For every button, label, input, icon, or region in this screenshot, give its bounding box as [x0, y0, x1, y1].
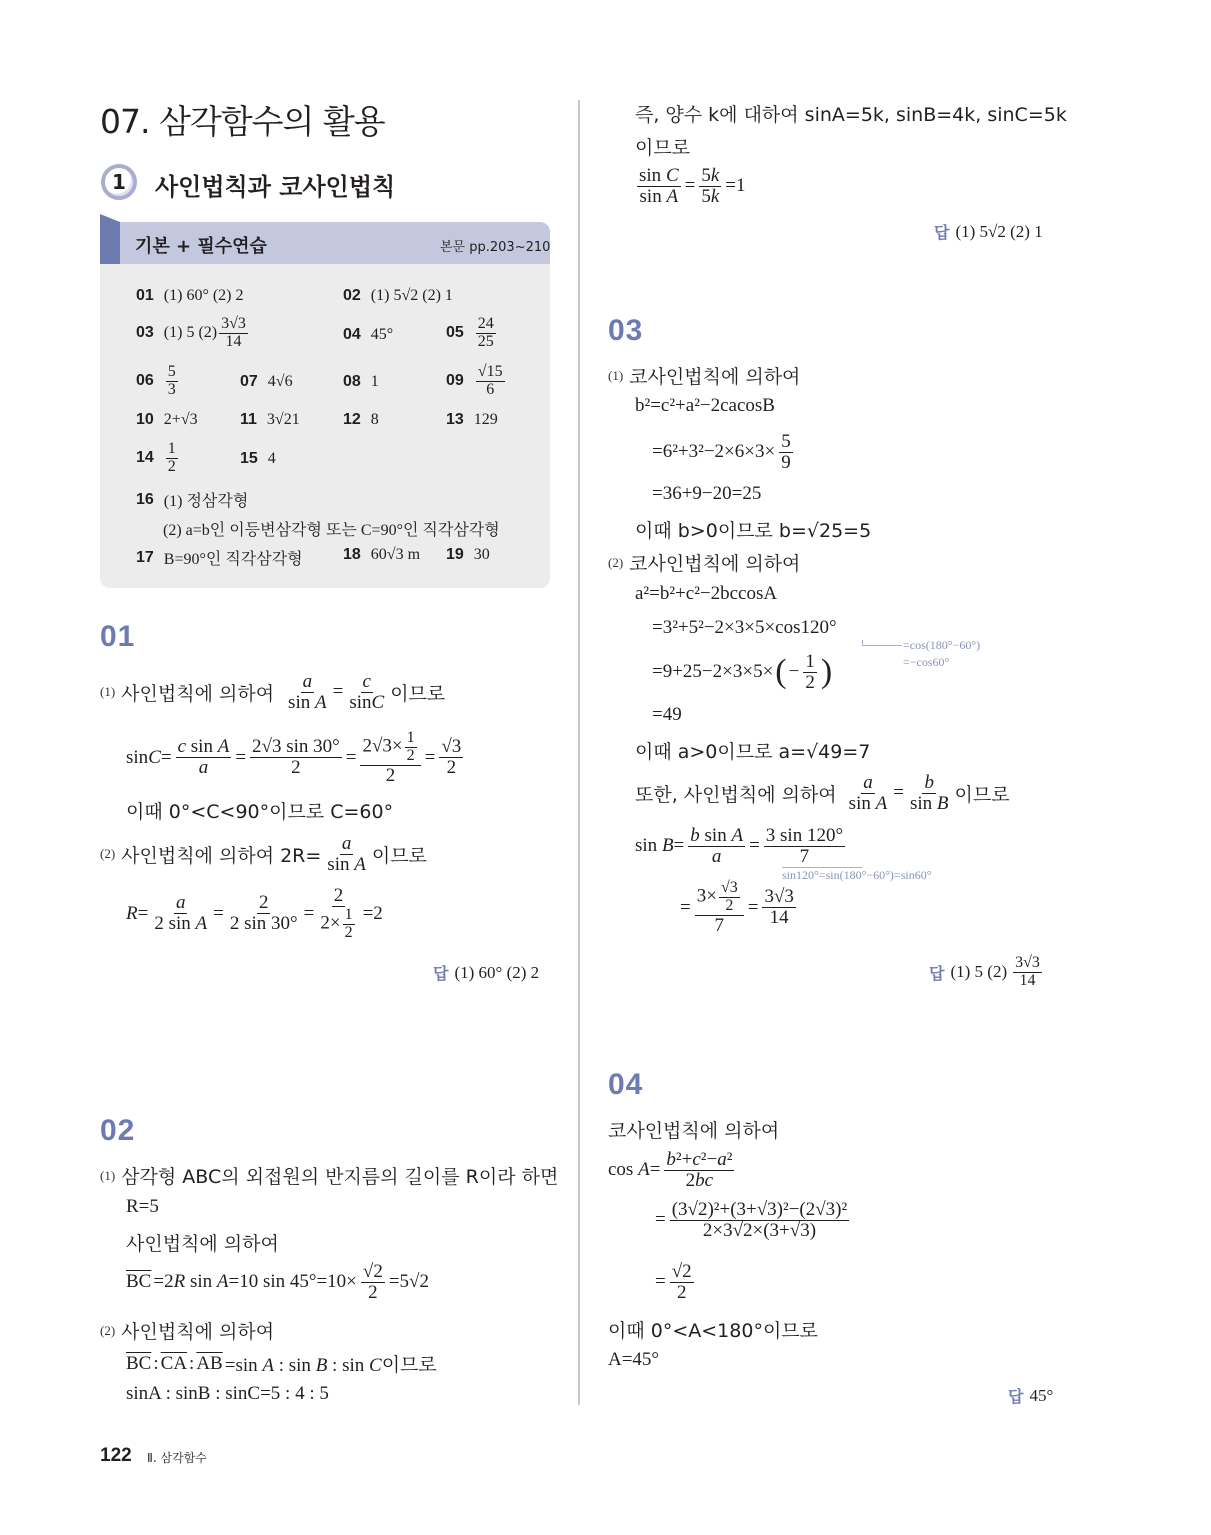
answer-line: 답 (1) 60° (2) 2: [433, 962, 540, 983]
answer-line: 답 45°: [1008, 1385, 1054, 1406]
column-divider: [578, 100, 580, 1405]
answer-item: 04 45°: [343, 326, 394, 343]
solution-line: 이때 0°<A<180°이므로: [608, 1320, 819, 1342]
answer-box-page-ref: 본문 pp.203~210: [440, 240, 551, 255]
solution-equation: =6²+3²−2×6×3× $\frac{5}{9}$: [652, 431, 791, 473]
answer-item: 17 B=90°인 직각삼각형: [136, 548, 303, 568]
solution-line: (2) 사인법칙에 의하여: [100, 1321, 275, 1343]
solution-number: 01: [100, 620, 136, 653]
solution-line: =49: [652, 704, 682, 725]
answer-item: 03 (1) 5 (2) $\frac{3√3}{14}$: [136, 315, 246, 350]
solution-equation: sin B= $\frac{\text{b sin A}}{a}$ = $\frac{3 \sin 120^\circ}{7}$: [635, 825, 844, 867]
solution-line: 사인법칙에 의하여: [126, 1233, 279, 1255]
solution-line: 이므로: [635, 137, 691, 159]
answer-item: 02 (1) 5√2 (2) 1: [343, 287, 453, 304]
solution-line: 즉, 양수 k에 대하여 sinA=5k, sinB=4k, sinC=5k: [635, 104, 1067, 126]
answer-item: 15 4: [240, 450, 276, 467]
answer-box-title: 기본 + 필수연습: [135, 236, 267, 257]
solution-line: sinA : sinB : sinC=5 : 4 : 5: [126, 1383, 329, 1404]
solution-line: (1) 삼각형 ABC의 외접원의 반지름의 길이를 R이라 하면: [100, 1166, 559, 1188]
section-number-badge: [101, 164, 137, 200]
answer-item: 18 60√3 m: [343, 546, 421, 563]
section-number: 1: [112, 170, 126, 194]
answer-item: 07 4√6: [240, 373, 293, 390]
solution-line: =36+9−20=25: [652, 483, 762, 504]
solution-line: 이때 0°<C<90°이므로 C=60°: [126, 801, 394, 823]
answer-item: 06 $\frac{5}{3}$: [136, 363, 176, 398]
solution-line: b²=c²+a²−2cacosB: [635, 395, 775, 416]
annotation-note: =−cos60°: [903, 655, 950, 669]
chapter-title: 07. 삼각함수의 활용: [100, 102, 385, 141]
answer-box-tab: [100, 214, 120, 264]
answer-item: 16 (1) 정삼각형: [136, 490, 249, 510]
answer-item: 05 $\frac{24}{25}$: [446, 315, 494, 350]
solution-equation: = $\frac{\text{(3√2)²+(3+√3)²−(2√3)²}}{2\times 3√2\times(3+√3)}$: [655, 1199, 848, 1241]
solution-equation: = $\frac{√2}{2}$: [655, 1261, 692, 1303]
solution-number: 03: [608, 314, 644, 347]
section-title: 사인법칙과 코사인법칙: [155, 173, 396, 201]
solution-line: a²=b²+c²−2bccosA: [635, 583, 778, 604]
solution-line: (1) 코사인법칙에 의하여: [608, 366, 801, 388]
answer-tag: 답: [433, 964, 449, 983]
answer-item: 11 3√21: [240, 411, 300, 428]
answer-line: 답 (1) 5√2 (2) 1: [934, 221, 1043, 242]
answer-tag: 답: [934, 223, 950, 242]
solution-equation: cos A= $\frac{\text{b²+c²−a²}}{2bc}$: [608, 1149, 733, 1191]
answer-line: 답 (1) 5 (2) $\frac{3√3}{14}$: [929, 954, 1040, 989]
answer-item: 14 $\frac{1}{2}$: [136, 440, 176, 475]
solution-line: (1) 사인법칙에 의하여 $\frac{a}{\text{sin A}}$ = $\frac{c}{\sin C}$ 이므로: [100, 671, 446, 713]
footer-chapter: Ⅱ. 삼각함수: [147, 1451, 207, 1465]
solution-line: 이때 b>0이므로 b=√25=5: [635, 520, 872, 542]
solution-line: 또한, 사인법칙에 의하여 $\frac{a}{\text{sin A}}$ = $\frac{b}{\text{sin B}}$ 이므로: [635, 772, 1010, 814]
solution-equation: sinC= $\frac{\text{c sin A}}{a}$ = $\frac{2√3 \sin 30^\circ}{2}$ = 2√3× $\frac{1}{2}$ 2 = $\frac{√3}{2}$: [126, 729, 462, 786]
solution-equation: = 3× $\frac{√3}{2}$ 7 = $\frac{3√3}{14}$: [680, 879, 794, 936]
solution-equation: $\overline{BC}$ =2R sin A=10 sin 45°=10× $\frac{√2}{2}$ =5√2: [126, 1261, 429, 1303]
answer-tag: 답: [1008, 1387, 1024, 1406]
answer-item: 12 8: [343, 411, 379, 428]
solution-equation: =9+25−2×3×5× ( − $\frac{1}{2}$ ): [652, 651, 833, 693]
solution-equation: $\frac{\text{sin C}}{\text{sin A}}$ = $\frac{5k}{5k}$ =1: [639, 165, 746, 207]
solution-line: A=45°: [608, 1349, 660, 1370]
solution-line: $\overline{BC}$ : $\overline{CA}$ : $\overline{AB}$ =sin A : sin B : sin C이므로: [126, 1352, 437, 1376]
solution-line: 이때 a>0이므로 a=√49=7: [635, 741, 871, 763]
solution-line: (2) 사인법칙에 의하여 2R= $\frac{a}{\text{sin A}}$ 이므로: [100, 833, 427, 875]
answer-item: 19 30: [446, 546, 490, 563]
annotation-note: =cos(180°−60°): [903, 638, 981, 652]
solution-equation: R= $\frac{a}{\text{2 sin A}}$ = $\frac{2}{2 \sin 30^\circ}$ = 2 2× $\frac{1}{2}$ =2: [126, 885, 383, 941]
answer-tag: 답: [929, 963, 945, 983]
annotation-bracket: [862, 640, 902, 646]
answer-item: 13 129: [446, 411, 498, 428]
solution-line: (2) 코사인법칙에 의하여: [608, 553, 801, 575]
solution-number: 02: [100, 1114, 136, 1147]
answer-item: 10 2+√3: [136, 411, 198, 428]
page-number: 122: [100, 1445, 132, 1466]
answer-item: 08 1: [343, 373, 379, 390]
solution-number: 04: [608, 1068, 644, 1101]
solution-line: R=5: [126, 1196, 159, 1217]
solution-line: =3²+5²−2×3×5×cos120°: [652, 617, 837, 638]
answer-item: 01 (1) 60° (2) 2: [136, 287, 244, 304]
solution-line: 코사인법칙에 의하여: [608, 1120, 780, 1142]
answer-item: 09 $\frac{√15}{6}$: [446, 363, 503, 398]
annotation-note: sin120°=sin(180°−60°)=sin60°: [782, 868, 932, 882]
answer-item-continued: (2) a=b인 이등변삼각형 또는 C=90°인 직각삼각형: [163, 522, 500, 539]
